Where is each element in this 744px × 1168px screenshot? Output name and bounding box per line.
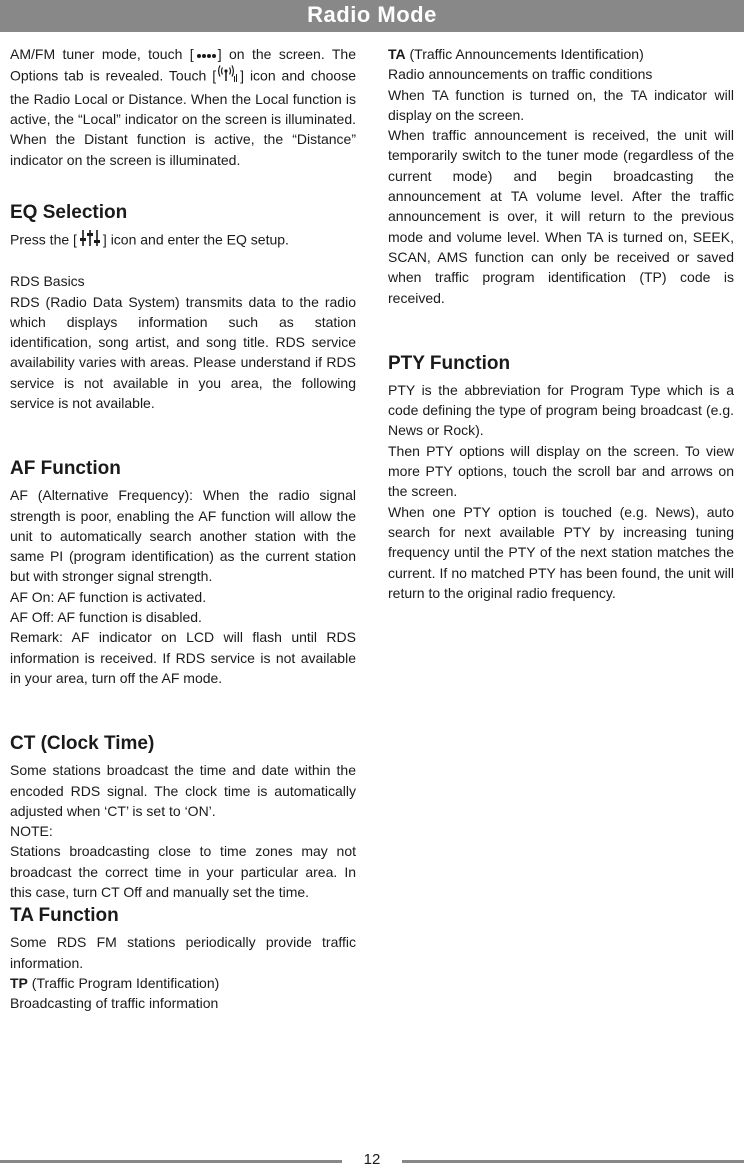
ta-heading: TA Function — [10, 905, 119, 927]
eq-heading: EQ Selection — [10, 201, 128, 223]
af-paragraph: AF (Alternative Frequency): When the radio signal strength is poor, enabling the AF function will allow the unit to automatically search another station with the same PI (program identification) as the current station but with stronger signal strength. — [10, 487, 356, 585]
tp-line: TP (Traffic Program Identification) — [10, 974, 220, 991]
ct-note-label: NOTE: — [10, 823, 53, 840]
ta-subtitle: Radio announcements on traffic conditions — [388, 66, 653, 83]
left-column — [10, 44, 356, 1014]
tp-description: Broadcasting of traffic information — [10, 995, 219, 1012]
af-heading: AF Function — [10, 458, 121, 480]
ta-label-line: TA (Traffic Announcements Identification) — [388, 46, 644, 62]
af-off-line: AF Off: AF function is disabled. — [10, 609, 202, 626]
page-header — [0, 0, 744, 32]
pty-paragraph-1: PTY is the abbreviation for Program Type which is a code defining the type of program being broadcast (e.g. News or Rock). — [388, 381, 734, 439]
footer-rule-right — [402, 1160, 744, 1163]
footer-rule-left — [0, 1160, 342, 1163]
rds-paragraph: RDS (Radio Data System) transmits data to the radio which displays information such as station identification, song artist, and song title. RDS service availability varies with areas. Please understand if RDS service is not available in you area, the following service is not available. — [10, 293, 356, 411]
rds-title: RDS Basics — [10, 273, 85, 290]
intro-paragraph: AM/FM tuner mode, touch [ ] on the screen. The Options tab is revealed. Touch [ ] icon and choose the Radio Local or Distance. When the Local function is active, the “Local” indicator on the screen is illuminated. When the Distant function is active, the “Distance” indicator on the screen is illuminated. — [10, 46, 357, 168]
eq-paragraph: Press the [ ] icon and enter the EQ setup. — [10, 229, 356, 252]
af-on-line: AF On: AF function is activated. — [10, 588, 207, 605]
antenna-icon — [218, 65, 238, 88]
more-dots-icon — [196, 45, 216, 65]
af-remark: Remark: AF indicator on LCD will flash until RDS information is received. If RDS service is not available in your area, turn off the AF mode. — [10, 629, 356, 686]
page-number: 12 — [363, 1151, 381, 1168]
eq-sliders-icon — [79, 229, 101, 252]
ta-on-paragraph: When TA function is turned on, the TA indicator will display on the screen. — [388, 86, 734, 123]
page-title: Radio Mode — [307, 2, 437, 27]
pty-heading: PTY Function — [388, 352, 511, 374]
pty-paragraph-3: When one PTY option is touched (e.g. News), auto search for next available PTY by increasing tuning frequency until the PTY of the next station matches the current. If no matched PTY has been found, the unit will return to the original radio frequency. — [388, 503, 734, 601]
ta-announcement-paragraph: When traffic announcement is received, the unit will temporarily switch to the tuner mode (regardless of the current mode) and begin broadcasting the announcement at TA volume level. After the traffic announcement is over, it will return to the previous mode and volume level. When TA is turned on, SEEK, SCAN, AMS function can only be received or saved when traffic program identification (TP) code is received. — [388, 127, 734, 306]
pty-paragraph-2: Then PTY options will display on the screen. To view more PTY options, touch the scroll bar and arrows on the screen. — [388, 442, 734, 500]
ta-paragraph: Some RDS FM stations periodically provide traffic information. — [10, 934, 356, 971]
ct-heading: CT (Clock Time) — [10, 733, 155, 755]
right-column — [388, 44, 734, 603]
ct-note-paragraph: Stations broadcasting close to time zones may not broadcast the correct time in your particular area. In this case, turn CT Off and manually set the time. — [10, 843, 356, 901]
ct-paragraph: Some stations broadcast the time and date within the encoded RDS signal. The clock time is automatically adjusted when ‘CT’ is set to ‘ON’. — [10, 762, 356, 819]
